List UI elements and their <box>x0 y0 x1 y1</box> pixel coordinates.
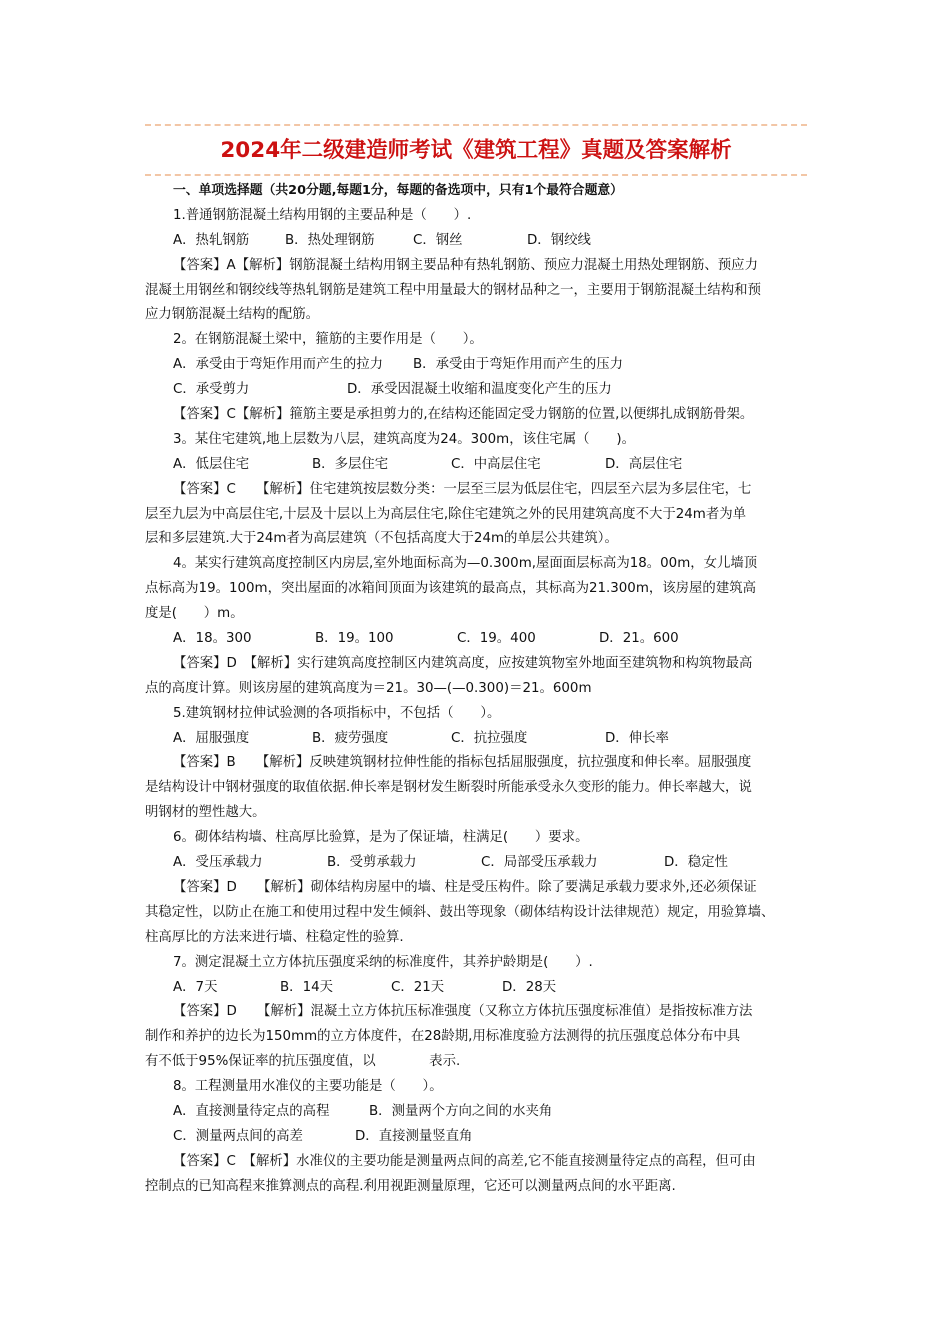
option-row <box>145 353 811 378</box>
answer-explanation-line: 【答案】B 【解析】反映建筑钢材拉伸性能的指标包括屈服强度，抗拉强度和伸长率。屈服强度 <box>173 755 752 771</box>
section-heading: 一、单项选择题（共20分题,每题1分，每题的备选项中，只有1个最符合题意） <box>173 183 623 198</box>
answer-explanation-line: 层和多层建筑.大于24m者为高层建筑（不包括高度大于24m的单层公共建筑）。 <box>145 531 618 547</box>
answer-option: D．高层住宅 <box>605 456 683 472</box>
answer-option: B．19。100 <box>315 631 394 647</box>
answer-option: A．热轧钢筋 <box>173 232 250 248</box>
question-stem-line: 4。某实行建筑高度控制区内房层,室外地面标高为—0.300m,屋面面层标高为18。00m，女儿墙顶 <box>173 556 758 572</box>
answer-option: C．21天 <box>391 979 445 995</box>
answer-explanation-line: 应力钢筋混凝土结构的配筋。 <box>145 307 320 323</box>
answer-option: D．钢绞线 <box>527 232 591 248</box>
answer-explanation-line: 层至九层为中高层住宅,十层及十层以上为高层住宅,除住宅建筑之外的民用建筑高度不大于24m者为单 <box>145 506 746 522</box>
answer-option: C．中高层住宅 <box>451 456 541 472</box>
answer-option: A．承受由于弯矩作用而产生的拉力 <box>173 357 384 373</box>
question-stem-line: 7。测定混凝土立方体抗压强度采纳的标准度件，其养护龄期是( ）. <box>173 954 593 970</box>
answer-option: C．抗拉强度 <box>451 730 528 746</box>
option-row <box>145 378 811 403</box>
answer-explanation-line: 明钢材的塑性越大。 <box>145 805 266 821</box>
option-row <box>145 627 811 652</box>
answer-explanation-line: 是结构设计中钢材强度的取值依据.伸长率是钢材发生断裂时所能承受永久变形的能力。伸长率越大，说 <box>145 780 752 796</box>
answer-option: D．承受因混凝土收缩和温度变化产生的压力 <box>347 382 612 398</box>
document-title: 2024年二级建造师考试《建筑工程》真题及答案解析 <box>220 138 732 163</box>
question-stem-line: 度是( ）m。 <box>145 606 244 622</box>
answer-option: B．热处理钢筋 <box>285 232 375 248</box>
top-dashed-divider <box>145 124 807 126</box>
answer-explanation-line: 制作和养护的边长为150mm的立方体度件，在28龄期,用标准度验方法测得的抗压强度总体分布中具 <box>145 1029 741 1045</box>
answer-option: B．多层住宅 <box>312 456 389 472</box>
answer-option: A．18。300 <box>173 631 252 647</box>
answer-explanation-line: 【答案】D 【解析】混凝土立方体抗压标准强度（又称立方体抗压强度标准值）是指按标准方法 <box>173 1004 753 1020</box>
answer-option: D．伸长率 <box>605 730 669 746</box>
answer-option: C．钢丝 <box>413 232 463 248</box>
option-row <box>145 1125 811 1150</box>
answer-option: C．测量两点间的高差 <box>173 1128 303 1144</box>
answer-option: B．承受由于弯矩作用而产生的压力 <box>413 357 624 373</box>
document-body <box>145 179 811 1200</box>
answer-explanation-line: 【答案】C 【解析】住宅建筑按层数分类：一层至三层为低层住宅，四层至六层为多层住宅，七 <box>173 481 752 497</box>
question-stem-line: 点标高为19。100m，突出屋面的冰箱间顶面为该建筑的最高点，其标高为21.300m，该房屋的建筑高 <box>145 581 756 597</box>
answer-explanation-line: 【答案】C 【解析】水准仪的主要功能是测量两点间的高差,它不能直接测量待定点的高程，但可由 <box>173 1153 756 1169</box>
answer-option: D．直接测量竖直角 <box>355 1128 473 1144</box>
answer-option: B．测量两个方向之间的水夹角 <box>369 1103 553 1119</box>
question-stem-line: 6。砌体结构墙、柱高厚比验算，是为了保证墙，柱满足( ）要求。 <box>173 830 589 846</box>
answer-option: B．疲劳强度 <box>312 730 389 746</box>
answer-option: D．21。600 <box>599 631 679 647</box>
answer-explanation-line: 柱高厚比的方法来进行墙、柱稳定性的验算. <box>145 929 404 945</box>
option-row <box>145 1100 811 1125</box>
answer-option: A．7天 <box>173 979 218 995</box>
answer-explanation-line: 【答案】D 【解析】实行建筑高度控制区内建筑高度，应按建筑物室外地面至建筑物和构筑物最高 <box>173 655 753 671</box>
question-stem-line: 2。在钢筋混凝土梁中，箍筋的主要作用是（ ）。 <box>173 332 483 348</box>
answer-explanation-line: 其稳定性，以防止在施工和使用过程中发生倾斜、鼓出等现象（砌体结构设计法律规范）规定，用验算墙、 <box>145 904 775 920</box>
question-stem-line: 5.建筑钢材拉伸试验测的各项指标中，不包括（ ）。 <box>173 705 501 721</box>
answer-option: A．低层住宅 <box>173 456 250 472</box>
answer-explanation-line: 【答案】C【解析】箍筋主要是承担剪力的,在结构还能固定受力钢筋的位置,以便绑扎成钢筋骨架。 <box>173 407 754 423</box>
answer-option: D．28天 <box>502 979 557 995</box>
answer-option: B．14天 <box>280 979 334 995</box>
answer-option: C．局部受压承载力 <box>481 855 598 871</box>
answer-explanation-line: 【答案】A【解析】钢筋混凝土结构用钢主要品种有热轧钢筋、预应力混凝土用热处理钢筋、预应力 <box>173 257 758 273</box>
answer-explanation-line: 混凝土用钢丝和钢绞线等热轧钢筋是建筑工程中用量最大的钢材品种之一，主要用于钢筋混凝土结构和预 <box>145 282 761 298</box>
option-row <box>145 229 811 254</box>
answer-option: A．屈服强度 <box>173 730 250 746</box>
question-stem-line: 1.普通钢筋混凝土结构用钢的主要品种是（ ）. <box>173 207 472 223</box>
answer-option: B．受剪承载力 <box>327 855 417 871</box>
answer-explanation-line: 点的高度计算。则该房屋的建筑高度为＝21。30—(—0.300)＝21。600m <box>145 680 592 696</box>
answer-explanation-line: 控制点的已知高程来推算测点的高程.利用视距测量原理，它还可以测量两点间的水平距离. <box>145 1178 676 1194</box>
option-row <box>145 976 811 1001</box>
question-stem-line: 8。工程测量用水准仪的主要功能是（ ）。 <box>173 1079 443 1095</box>
answer-option: C．承受剪力 <box>173 382 250 398</box>
question-stem-line: 3。某住宅建筑,地上层数为八层，建筑高度为24。300m，该住宅属（ )。 <box>173 431 635 447</box>
answer-option: A．直接测量待定点的高程 <box>173 1103 330 1119</box>
answer-option: A．受压承载力 <box>173 855 263 871</box>
answer-option: D．稳定性 <box>664 855 728 871</box>
answer-explanation-line: 【答案】D 【解析】砌体结构房屋中的墙、柱是受压构件。除了要满足承载力要求外,还必须保证 <box>173 879 757 895</box>
bottom-dashed-divider <box>145 174 807 176</box>
option-row <box>145 851 811 876</box>
option-row <box>145 453 811 478</box>
answer-explanation-line: 有不低于95%保证率的抗压强度值，以 表示. <box>145 1054 461 1070</box>
answer-option: C．19。400 <box>457 631 536 647</box>
option-row <box>145 727 811 752</box>
